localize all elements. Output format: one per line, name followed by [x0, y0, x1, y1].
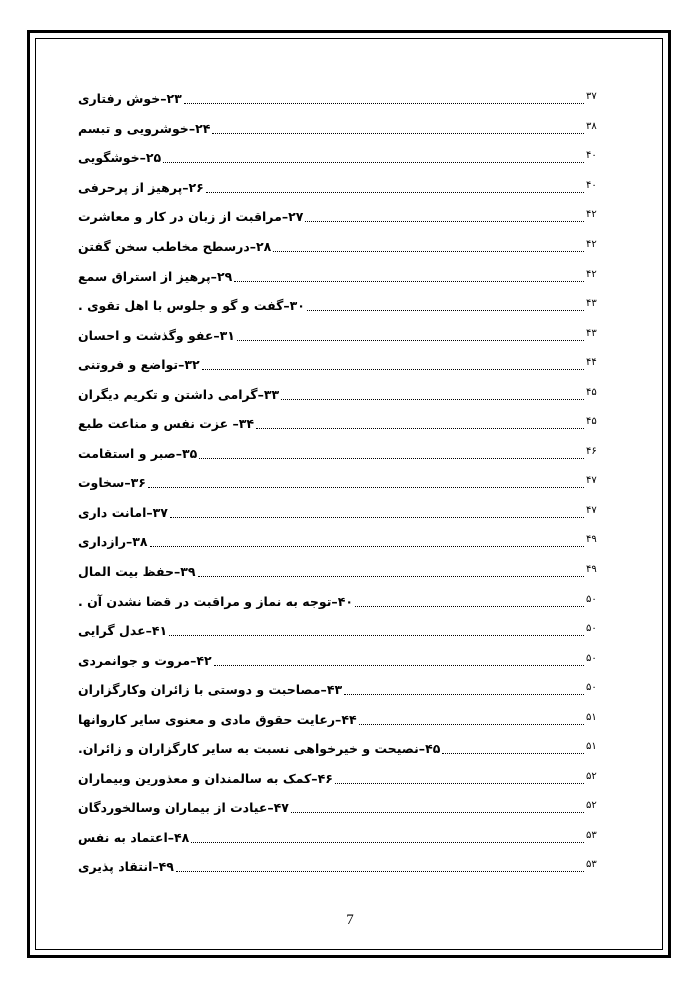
dot-leader	[169, 635, 584, 636]
toc-entry-title: ۳۰–گفت و گو و جلوس با اهل تقوی .	[78, 298, 305, 314]
toc-entry-page: ۴۶	[586, 445, 597, 457]
toc-entry	[78, 320, 608, 350]
dot-leader	[359, 724, 584, 725]
toc-entry-page: ۴۹	[586, 564, 597, 576]
toc-entry-title: ۲۹–پرهیز از استراق سمع	[78, 268, 233, 284]
toc-entry-title: ۳۶–سخاوت	[78, 475, 146, 491]
toc-entry	[78, 291, 608, 321]
table-of-contents	[78, 84, 608, 882]
toc-entry	[78, 498, 608, 528]
dot-leader	[214, 665, 584, 666]
toc-entry-page: ۴۴	[586, 357, 597, 369]
toc-entry	[78, 439, 608, 469]
toc-entry	[78, 261, 608, 291]
toc-entry-page: ۴۲	[586, 239, 597, 250]
dot-leader	[199, 458, 584, 459]
toc-entry	[78, 852, 608, 882]
toc-entry	[78, 586, 608, 616]
toc-entry-page: ۴۲	[586, 268, 597, 280]
dot-leader	[237, 340, 584, 341]
dot-leader	[191, 842, 584, 843]
toc-entry	[78, 468, 608, 498]
dot-leader	[176, 871, 584, 872]
toc-entry-title: ۴۱–عدل گرایی	[78, 623, 168, 639]
dot-leader	[305, 221, 584, 222]
dot-leader	[355, 606, 584, 607]
toc-entry-title: ۳۹–حفظ بیت المال	[78, 564, 196, 580]
toc-entry-title: ۳۸–رازداری	[78, 534, 148, 550]
toc-entry-title: ۳۲–تواضع و فروتنی	[78, 357, 200, 373]
toc-entry-title: ۴۴–رعایت حقوق مادی و معنوی سایر کاروانها	[78, 711, 357, 727]
toc-entry-page: ۴۷	[586, 504, 597, 516]
toc-entry-page: ۵۳	[586, 829, 597, 841]
toc-entry-title: ۳۳–گرامی داشتن و تکریم دیگران	[78, 386, 280, 402]
dot-leader	[256, 428, 584, 429]
toc-entry	[78, 143, 608, 173]
toc-entry-page: ۵۲	[586, 800, 597, 812]
dot-leader	[234, 281, 584, 282]
toc-entry-title: ۴۹–انتقاد پذیری	[78, 859, 174, 875]
toc-entry-page: ۵۲	[586, 770, 597, 782]
dot-leader	[198, 576, 584, 577]
toc-entry-title: ۴۳–مصاحبت و دوستی با زائران وکارگزاران	[78, 682, 343, 698]
toc-entry	[78, 173, 608, 203]
toc-entry-page: ۵۰	[586, 652, 597, 664]
toc-entry-title: ۳۱–عفو وگذشت و احسان	[78, 327, 235, 343]
dot-leader	[206, 192, 584, 193]
toc-entry	[78, 616, 608, 646]
toc-entry	[78, 350, 608, 380]
toc-entry-page: ۴۳	[586, 298, 597, 310]
toc-entry-page: ۴۲	[586, 209, 597, 221]
toc-entry-title: ۲۵–خوشگویی	[78, 150, 162, 166]
dot-leader	[212, 133, 584, 134]
toc-entry-page: ۴۰	[586, 179, 597, 191]
toc-entry-page: ۴۳	[586, 327, 597, 339]
toc-entry-page: ۴۰	[586, 150, 597, 162]
dot-leader	[170, 517, 584, 518]
toc-entry-page: ۴۵	[586, 416, 597, 428]
toc-entry	[78, 793, 608, 823]
toc-entry	[78, 557, 608, 587]
toc-entry-title: ۴۵–نصیحت و خیرخواهی نسبت به سایر کارگزاران و زائران.	[78, 741, 441, 757]
toc-entry-page: ۵۰	[586, 623, 597, 635]
toc-entry-title: ۴۰–توجه به نماز و مراقبت در قضا نشدن آن .	[78, 593, 353, 609]
toc-entry-title: ۳۴– عزت نفس و مناعت طبع	[78, 416, 255, 432]
toc-entry-title: ۴۷–عیادت از بیماران وسالخوردگان	[78, 800, 289, 816]
toc-entry-title: ۳۷–امانت داری	[78, 504, 168, 520]
toc-entry	[78, 409, 608, 439]
toc-entry-page: ۵۱	[586, 741, 597, 753]
dot-leader	[281, 399, 584, 400]
toc-entry-title: ۳۵–صبر و استقامت	[78, 445, 198, 461]
dot-leader	[148, 487, 584, 488]
toc-entry-title: ۲۴–خوشرویی و تبسم	[78, 120, 211, 136]
dot-leader	[442, 753, 584, 754]
toc-entry-title: ۲۸–درسطح مخاطب سخن گفتن	[78, 239, 272, 254]
dot-leader	[202, 369, 584, 370]
toc-entry-title: ۲۳–خوش رفتاری	[78, 91, 182, 107]
toc-entry	[78, 232, 608, 262]
dot-leader	[273, 251, 584, 252]
toc-entry-page: ۵۱	[586, 711, 597, 723]
toc-entry-page: ۴۷	[586, 475, 597, 487]
toc-entry-page: ۳۸	[586, 120, 597, 132]
dot-leader	[344, 694, 584, 695]
toc-entry	[78, 114, 608, 144]
toc-entry-page: ۴۵	[586, 386, 597, 398]
toc-entry	[78, 764, 608, 794]
toc-entry	[78, 84, 608, 114]
toc-entry-page: ۳۷	[586, 91, 597, 103]
toc-entry	[78, 823, 608, 853]
dot-leader	[150, 546, 584, 547]
toc-entry-page: ۵۰	[586, 682, 597, 694]
toc-entry	[78, 202, 608, 232]
toc-entry-page: ۵۰	[586, 593, 597, 605]
page-number: 7	[346, 912, 354, 928]
dot-leader	[307, 310, 584, 311]
dot-leader	[184, 103, 584, 104]
toc-entry-title: ۴۸–اعتماد به نفس	[78, 829, 190, 845]
toc-entry	[78, 379, 608, 409]
toc-entry-title: ۲۶–پرهیز از پرحرفی	[78, 179, 204, 195]
toc-entry	[78, 675, 608, 705]
toc-entry	[78, 645, 608, 675]
toc-entry-page: ۴۹	[586, 534, 597, 546]
dot-leader	[291, 812, 584, 813]
toc-entry-title: ۴۲–مروت و جوانمردی	[78, 652, 212, 668]
toc-entry	[78, 704, 608, 734]
toc-entry	[78, 734, 608, 764]
dot-leader	[335, 783, 584, 784]
toc-entry	[78, 527, 608, 557]
toc-entry-title: ۴۶–کمک به سالمندان و معذورین وبیماران	[78, 770, 333, 786]
dot-leader	[163, 162, 584, 163]
toc-entry-page: ۵۳	[586, 859, 597, 871]
toc-entry-title: ۲۷–مراقبت از زبان در کار و معاشرت	[78, 209, 304, 225]
